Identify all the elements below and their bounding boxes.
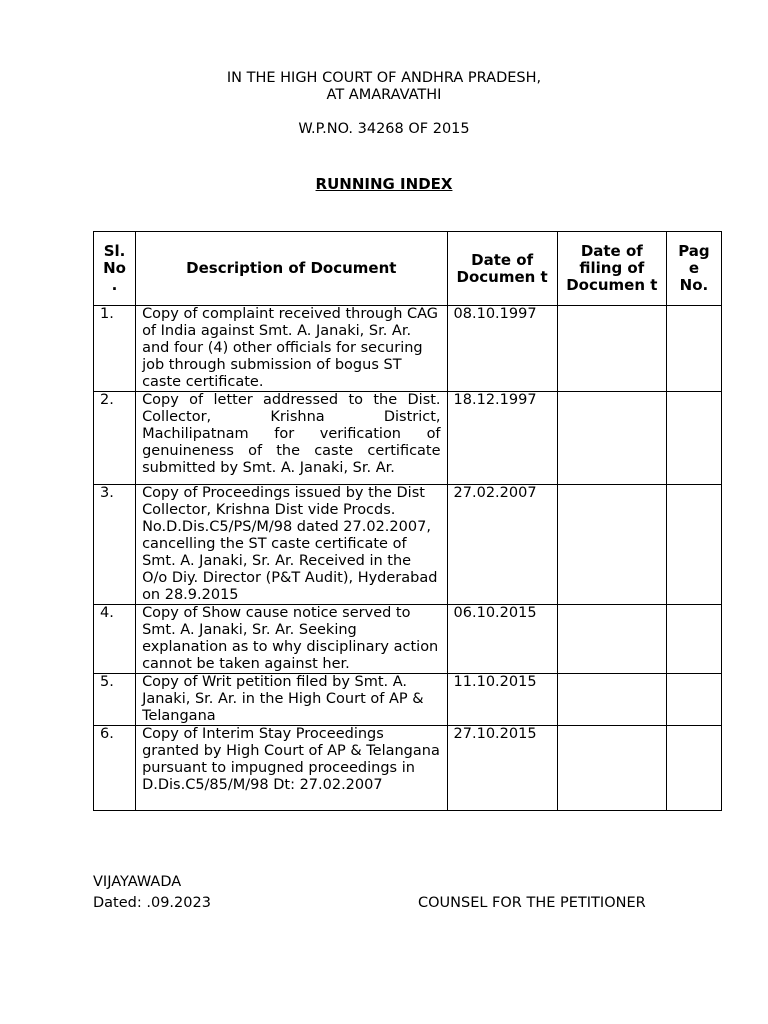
row-filing-date: [557, 392, 666, 485]
dated-label: Dated: .09.2023: [93, 895, 211, 911]
running-index-table: [93, 231, 722, 811]
row-sl-no: 6.: [94, 726, 136, 811]
row-document-date: 11.10.2015: [447, 674, 557, 726]
row-document-date: 06.10.2015: [447, 605, 557, 674]
row-filing-date: [557, 726, 666, 811]
table-row: [94, 674, 722, 726]
column-header-description: Description of Document: [136, 232, 447, 306]
row-description: Copy of Writ petition filed by Smt. A. Janaki, Sr. Ar. in the High Court of AP & Telangana: [136, 674, 447, 726]
table-row: [94, 392, 722, 485]
row-description: Copy of Show cause notice served to Smt. A. Janaki, Sr. Ar. Seeking explanation as to why disciplinary action cannot be taken against her.: [136, 605, 447, 674]
row-page-no: [666, 674, 721, 726]
row-filing-date: [557, 306, 666, 392]
case-number: W.P.NO. 34268 OF 2015: [298, 121, 470, 137]
table-row: [94, 726, 722, 811]
column-header-document-date: Date of Documen t: [447, 232, 557, 306]
row-page-no: [666, 306, 721, 392]
court-name-line-2: AT AMARAVATHI: [326, 87, 442, 103]
row-description: Copy of Interim Stay Proceedings granted by High Court of AP & Telangana pursuant to impugned proceedings in D.Dis.C5/85/M/98 Dt: 27.02.2007: [136, 726, 447, 811]
row-sl-no: 2.: [94, 392, 136, 485]
court-name-line-1: IN THE HIGH COURT OF ANDHRA PRADESH,: [226, 70, 542, 86]
row-page-no: [666, 392, 721, 485]
row-description: Copy of letter addressed to the Dist. Collector, Krishna District, Machilipatnam for verification of genuineness of the caste certificate submitted by Smt. A. Janaki, Sr. Ar.: [136, 392, 447, 485]
counsel-label: COUNSEL FOR THE PETITIONER: [418, 895, 646, 911]
row-filing-date: [557, 605, 666, 674]
page-title: RUNNING INDEX: [315, 175, 453, 193]
row-page-no: [666, 605, 721, 674]
row-sl-no: 5.: [94, 674, 136, 726]
row-filing-date: [557, 674, 666, 726]
row-description: Copy of Proceedings issued by the Dist Collector, Krishna Dist vide Procds. No.D.Dis.C5/PS/M/98 dated 27.02.2007, cancelling the ST caste certificate of Smt. A. Janaki, Sr. Ar. Received in the O/o Diy. Director (P&T Audit), Hyderabad on 28.9.2015: [136, 485, 447, 605]
column-header-filing-date: Date of filing of Documen t: [557, 232, 666, 306]
row-document-date: 27.02.2007: [447, 485, 557, 605]
table-header-row: [94, 232, 722, 306]
table-row: [94, 485, 722, 605]
place-label: VIJAYAWADA: [93, 874, 182, 890]
row-document-date: 27.10.2015: [447, 726, 557, 811]
column-header-page-no: Pag e No.: [666, 232, 721, 306]
row-description: Copy of complaint received through CAG of India against Smt. A. Janaki, Sr. Ar. and four (4) other officials for securing job through submission of bogus ST caste certificate.: [136, 306, 447, 392]
row-sl-no: 4.: [94, 605, 136, 674]
row-page-no: [666, 726, 721, 811]
row-document-date: 18.12.1997: [447, 392, 557, 485]
table-row: [94, 605, 722, 674]
row-page-no: [666, 485, 721, 605]
row-document-date: 08.10.1997: [447, 306, 557, 392]
table-row: [94, 306, 722, 392]
row-sl-no: 3.: [94, 485, 136, 605]
row-sl-no: 1.: [94, 306, 136, 392]
column-header-sl-no: Sl. No .: [94, 232, 136, 306]
row-filing-date: [557, 485, 666, 605]
